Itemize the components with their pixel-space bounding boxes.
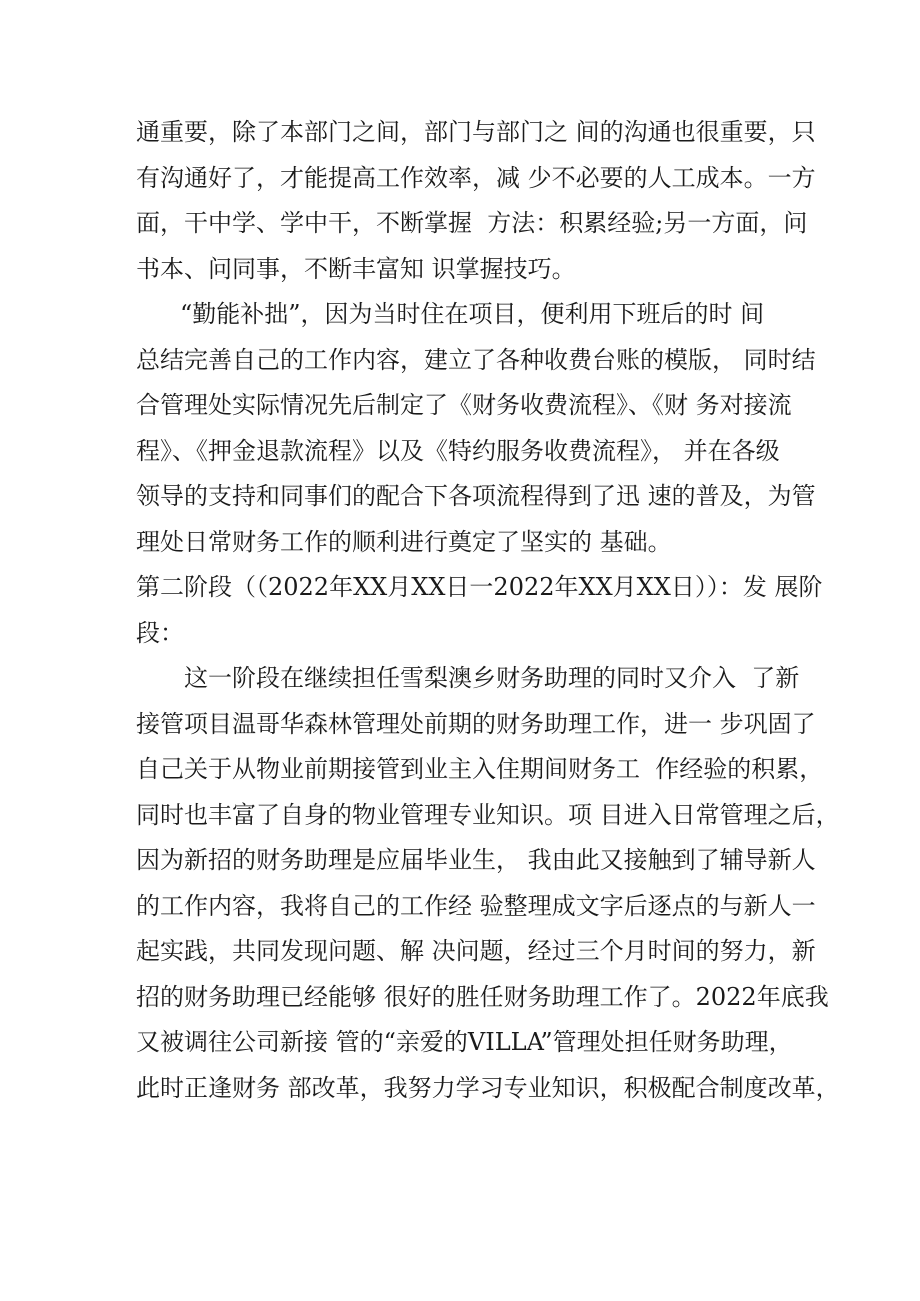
text-line: 程》、《押金退款流程》以及《特约服务收费流程》， 并在各级 <box>136 436 780 465</box>
body-text <box>136 110 840 1111</box>
section-heading: 第二阶段（（2022年XX月XX日一2022年XX月XX日））：发 展阶 <box>136 573 823 601</box>
text-line: 自己关于从物业前期接管到业主入住期间财务工 作经验的积累， <box>136 755 824 783</box>
text-line: 这一阶段在继续担任雪梨澳乡财务助理的同时又介入 了新 <box>184 664 800 692</box>
text-line: 此时正逢财务 部改革，我努力学习专业知识，积极配合制度改革， <box>136 1073 840 1102</box>
text-line: 合管理处实际情况先后制定了《财务收费流程》、《财 务对接流 <box>136 391 792 419</box>
text-line: 同时也丰富了自身的物业管理专业知识。项 目进入日常管理之后， <box>136 800 840 829</box>
text-line: 有沟通好了，才能提高工作效率，减 少不必要的人工成本。一方 <box>136 163 816 192</box>
text-line: 起实践，共同发现问题、解 决问题，经过三个月时间的努力，新 <box>136 937 816 965</box>
text-line: 又被调往公司新接 管的“亲爱的VILLA”管理处担任财务助理， <box>136 1028 793 1056</box>
text-line: 理处日常财务工作的顺利进行奠定了坚实的 基础。 <box>136 527 672 556</box>
text-line: 的工作内容，我将自己的工作经 验整理成文字后逐点的与新人一 <box>136 891 816 920</box>
text-line: 书本、问同事，不断丰富知 识掌握技巧。 <box>136 254 576 283</box>
text-line: 总结完善自己的工作内容，建立了各种收费台账的模版， 同时结 <box>136 345 816 374</box>
text-line: 接管项目温哥华森林管理处前期的财务助理工作，进一 步巩固了 <box>136 709 816 738</box>
text-line: 面，干中学、学中干，不断掌握 方法：积累经验;另一方面，问 <box>136 209 808 237</box>
text-line: “勤能补拙”，因为当时住在项目，便利用下班后的时 间 <box>180 300 765 328</box>
text-line: 通重要，除了本部门之间，部门与部门之 间的沟通也很重要，只 <box>136 118 816 146</box>
text-line: 招的财务助理已经能够 很好的胜任财务助理工作了。2022年底我 <box>136 982 829 1011</box>
text-line: 领导的支持和同事们的配合下各项流程得到了迅 速的普及，为管 <box>136 482 816 510</box>
section-heading: 段： <box>136 618 184 647</box>
text-line: 因为新招的财务助理是应届毕业生， 我由此又接触到了辅导新人 <box>136 846 816 874</box>
